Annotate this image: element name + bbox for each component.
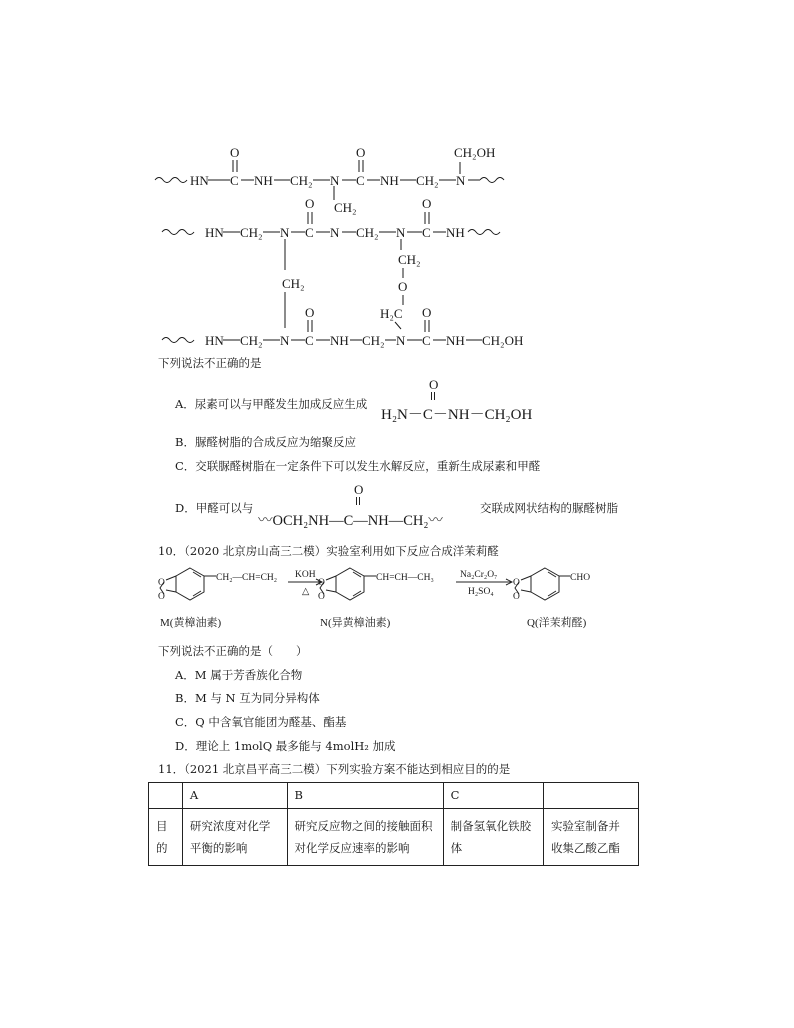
- table-cell: 研究浓度对化学平衡的影响: [182, 809, 287, 866]
- svg-text:O: O: [158, 578, 165, 588]
- r3-o2: O: [422, 305, 432, 320]
- r1-ch2b: CH₂: [416, 173, 439, 188]
- r1-c1: C: [230, 173, 239, 188]
- q10-option-d: D．理论上 1molQ 最多能与 4molH₂ 加成: [175, 739, 396, 753]
- r1-n2: N: [456, 173, 466, 188]
- q9-stem: 下列说法不正确的是: [158, 356, 262, 370]
- r1-sub-ch2: CH₂: [334, 200, 357, 215]
- q10-option-b: B．M 与 N 互为同分异构体: [175, 691, 320, 705]
- header-cell: A: [182, 783, 287, 809]
- header-cell: [149, 783, 183, 809]
- r2-n2: N: [330, 225, 340, 240]
- table-row: [149, 809, 639, 866]
- r3-n1: N: [280, 333, 290, 348]
- r3-hn: HN: [205, 333, 224, 348]
- q-label: Q(洋茉莉醛): [527, 617, 587, 629]
- q9-option-c: C．交联脲醛树脂在一定条件下可以发生水解反应，重新生成尿素和甲醛: [175, 459, 541, 473]
- table-cell: 制备氢氧化铁胶体: [443, 809, 543, 866]
- koh-reagent: KOH: [295, 570, 316, 580]
- r2-c1: C: [305, 225, 314, 240]
- r2-ch2-bridge: CH₂: [282, 276, 305, 291]
- q9-a-carbonyl-o: O: [429, 377, 439, 392]
- table-cell: 实验室制备并收集乙酸乙酯: [543, 809, 638, 866]
- svg-text:O: O: [318, 592, 325, 602]
- q-aldehyde: CHO: [570, 573, 591, 583]
- r1-ch2a: CH₂: [290, 173, 313, 188]
- r3-c2: C: [422, 333, 431, 348]
- svg-text:O: O: [513, 592, 520, 602]
- r1-nh1: NH: [254, 173, 273, 188]
- header-cell: B: [287, 783, 443, 809]
- table-header-row: [149, 783, 639, 809]
- table-cell: 研究反应物之间的接触面积对化学反应速率的影响: [287, 809, 443, 866]
- q10-reaction-scheme: [150, 560, 620, 635]
- m-label: M(黄樟油素): [160, 617, 222, 629]
- r2-o1: O: [305, 196, 315, 211]
- r2-h2c: H₂C: [380, 306, 403, 321]
- r3-ch2b: CH₂: [362, 333, 385, 348]
- oxidant-reagent: Na₂Cr₂O₇: [460, 570, 498, 580]
- svg-text:O: O: [158, 592, 165, 602]
- q9-d-carbonyl-o: O: [354, 482, 364, 497]
- urea-formaldehyde-resin-structure: [150, 140, 530, 355]
- r1-o2: O: [356, 145, 366, 160]
- header-cell: C: [443, 783, 543, 809]
- svg-text:O: O: [318, 578, 325, 588]
- r2-ch2-link: CH₂: [398, 252, 421, 267]
- acid-reagent: H₂SO₄: [468, 587, 494, 597]
- r1-ch2oh: CH₂OH: [454, 145, 496, 160]
- row-label: 目的: [149, 809, 183, 866]
- r3-c1: C: [305, 333, 314, 348]
- r3-n2: N: [396, 333, 406, 348]
- r1-hn: HN: [190, 173, 209, 188]
- q11-table: [148, 782, 639, 866]
- q9-option-b: B．脲醛树脂的合成反应为缩聚反应: [175, 435, 356, 449]
- n-side-chain: CH=CH—CH₃: [376, 573, 434, 583]
- r2-n3: N: [396, 225, 406, 240]
- r3-nh2: NH: [446, 333, 465, 348]
- q10-option-c: C．Q 中含氧官能团为醛基、酯基: [175, 715, 347, 729]
- r1-nh2: NH: [380, 173, 399, 188]
- r2-hn: HN: [205, 225, 224, 240]
- header-cell: [543, 783, 638, 809]
- r2-ch2a: CH₂: [240, 225, 263, 240]
- r3-ch2a: CH₂: [240, 333, 263, 348]
- q11-title: 11．（2021 北京昌平高三二模）下列实验方案不能达到相应目的的是: [158, 762, 511, 776]
- r2-ch2b: CH₂: [356, 225, 379, 240]
- delta-symbol: △: [302, 587, 310, 597]
- r3-ch2oh: CH₂OH: [482, 333, 524, 348]
- r1-n1: N: [330, 173, 340, 188]
- r2-o-link: O: [398, 279, 408, 294]
- r2-c2: C: [422, 225, 431, 240]
- r3-o1: O: [305, 305, 315, 320]
- q9-option-d: D．甲醛可以与: [175, 501, 254, 515]
- q10-stem: 下列说法不正确的是（ ）: [158, 644, 308, 658]
- m-side-chain: CH₂—CH=CH₂: [216, 573, 278, 583]
- r1-c2: C: [356, 173, 365, 188]
- q9-option-a: A．尿素可以与甲醛发生加成反应生成: [175, 397, 368, 411]
- r2-nh: NH: [446, 225, 465, 240]
- svg-text:O: O: [513, 578, 520, 588]
- r3-nh1: NH: [330, 333, 349, 348]
- r2-n1: N: [280, 225, 290, 240]
- r1-o1: O: [230, 145, 240, 160]
- q10-title: 10．（2020 北京房山高三二模）实验室利用如下反应合成洋茉莉醛: [158, 544, 499, 558]
- q9-d-tail: 交联成网状结构的脲醛树脂: [480, 501, 618, 515]
- n-label: N(异黄樟油素): [320, 617, 391, 629]
- q10-option-a: A．M 属于芳香族化合物: [175, 668, 303, 682]
- r2-o2: O: [422, 196, 432, 211]
